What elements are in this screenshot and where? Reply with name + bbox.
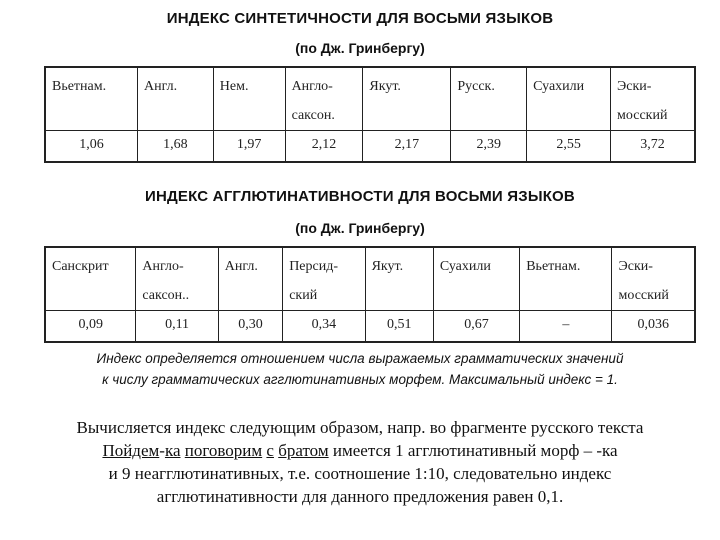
synthesis-index-table xyxy=(44,66,696,163)
table1-header-cell: Англо- саксон. xyxy=(285,67,363,131)
explanation-line-2 xyxy=(20,439,700,462)
table1-header-cell: Англ. xyxy=(137,67,213,131)
table2-header-cell: Англо- саксон.. xyxy=(136,247,218,311)
agglutination-index-table xyxy=(44,246,696,343)
table2-value-cell: 0,34 xyxy=(283,311,365,343)
table1-header-cell: Русск. xyxy=(451,67,527,131)
table1-value-cell: 1,68 xyxy=(137,131,213,163)
table1-header-cell: Суахили xyxy=(527,67,611,131)
table2-header-cell: Вьетнам. xyxy=(520,247,612,311)
table1-header-row xyxy=(45,67,695,131)
explanation-paragraph xyxy=(20,416,700,508)
table1-value-cell: 1,97 xyxy=(213,131,285,163)
table2-values-row xyxy=(45,311,695,343)
table2-value-cell: 0,09 xyxy=(45,311,136,343)
table1-value-cell: 2,55 xyxy=(527,131,611,163)
example-word-poydem: Пойдем xyxy=(102,441,160,460)
table2-header-row xyxy=(45,247,695,311)
table1-header-cell: Нем. xyxy=(213,67,285,131)
example-hyphen: - xyxy=(159,441,165,460)
table2-value-cell: 0,51 xyxy=(365,311,433,343)
table2-header-cell: Персид- ский xyxy=(283,247,365,311)
table1-value-cell: 1,06 xyxy=(45,131,137,163)
example-word-ka: ка xyxy=(164,441,181,460)
table1-value-cell: 2,39 xyxy=(451,131,527,163)
table1-header-cell: Эски- мосский xyxy=(611,67,695,131)
table2-header-cell: Санскрит xyxy=(45,247,136,311)
table2-value-cell: – xyxy=(520,311,612,343)
table1-title: ИНДЕКС СИНТЕТИЧНОСТИ ДЛЯ ВОСЬМИ ЯЗЫКОВ xyxy=(166,10,554,27)
table2-value-cell: 0,67 xyxy=(433,311,519,343)
example-word-s: с xyxy=(266,441,274,460)
table1-value-cell: 3,72 xyxy=(611,131,695,163)
note-line-1: Индекс определяется отношением числа выражаемых грамматических значений xyxy=(96,351,624,366)
table1-values-row xyxy=(45,131,695,163)
table2-subtitle: (по Дж. Гринбергу) xyxy=(295,220,425,236)
explanation-line-1: Вычисляется индекс следующим образом, напр. во фрагменте русского текста xyxy=(76,418,644,437)
example-word-pogovorim: поговорим xyxy=(184,441,263,460)
table2-header-cell: Эски- мосский xyxy=(612,247,695,311)
note-line-2: к числу грамматических агглютинативных морфем. Максимальный индекс = 1. xyxy=(102,372,618,387)
table1-header-cell: Якут. xyxy=(363,67,451,131)
table2-value-cell: 0,30 xyxy=(218,311,282,343)
index-definition-note xyxy=(0,348,720,390)
explanation-line-3: и 9 неагглютинативных, т.е. соотношение 1:10, следовательно индекс xyxy=(108,464,612,483)
table1-value-cell: 2,17 xyxy=(363,131,451,163)
table2-header-cell: Англ. xyxy=(218,247,282,311)
table2-title: ИНДЕКС АГГЛЮТИНАТИВНОСТИ ДЛЯ ВОСЬМИ ЯЗЫКОВ xyxy=(145,188,575,205)
table2-value-cell: 0,11 xyxy=(136,311,218,343)
explanation-line-2-rest: имеется 1 агглютинативный морф – -ка xyxy=(328,441,618,460)
example-word-bratom: братом xyxy=(278,441,329,460)
table2-value-cell: 0,036 xyxy=(612,311,695,343)
table2-header-cell: Суахили xyxy=(433,247,519,311)
table1-header-cell: Вьетнам. xyxy=(45,67,137,131)
explanation-line-4: агглютинативности для данного предложения равен 0,1. xyxy=(156,487,564,506)
table1-value-cell: 2,12 xyxy=(285,131,363,163)
table1-subtitle: (по Дж. Гринбергу) xyxy=(295,40,425,56)
table2-header-cell: Якут. xyxy=(365,247,433,311)
